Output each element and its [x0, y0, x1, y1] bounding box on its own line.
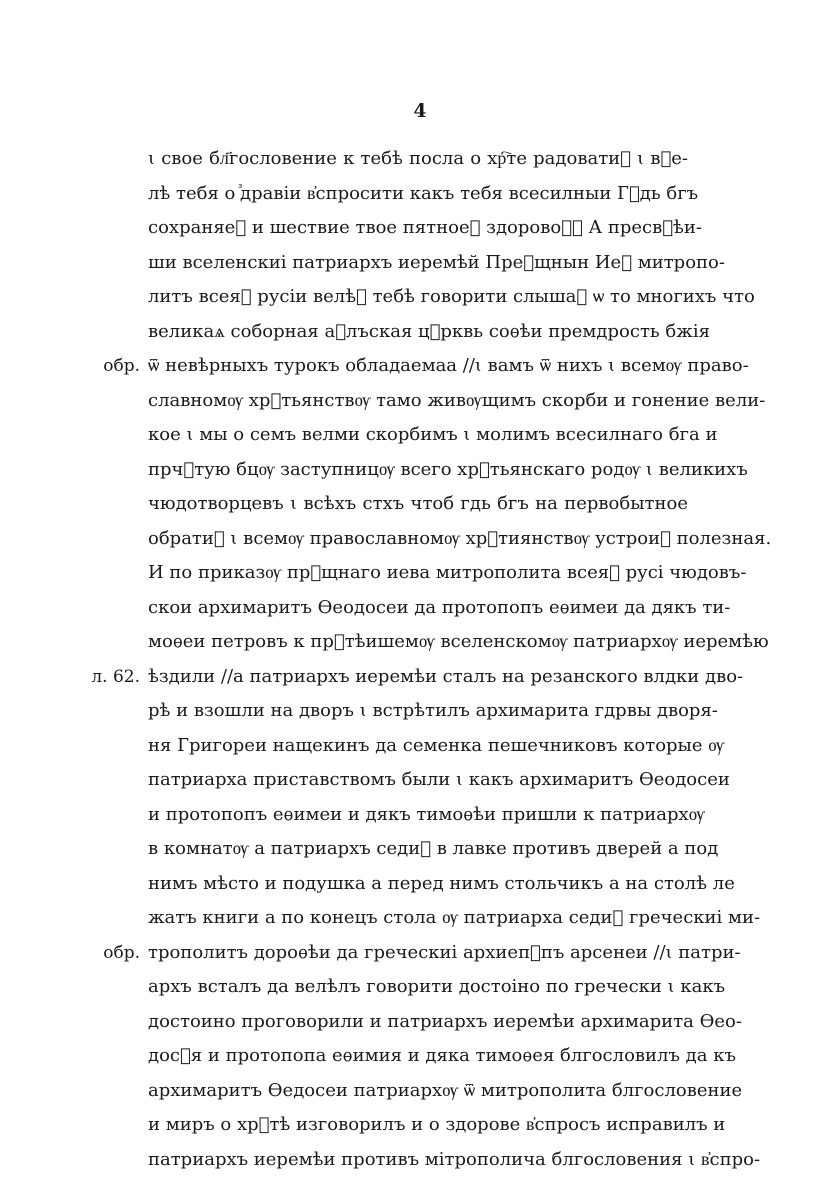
text-line	[0, 453, 840, 488]
text-line	[0, 867, 840, 902]
line-text: жатъ книги а по конецъ стола ѹ патриарха седиⷮ греческиі ми-	[148, 907, 761, 928]
text-line	[0, 280, 840, 315]
text-line	[0, 798, 840, 833]
line-text: ꙇ свое бл҃гословение к тебѣ посла о хр҇те радоватиⷭ ꙇ вⷭе-	[148, 148, 688, 169]
line-text: патриархъ иеремѣи противъ мiтрополича блгословения ꙇ в҆спро-	[148, 1148, 761, 1170]
line-text: архъ всталъ да велѣлъ говорити достоiно по гречески ꙇ какъ	[148, 976, 726, 997]
line-text: кое ꙇ мы о семъ велми скорбимъ ꙇ молимъ всесилнаго бга и	[148, 424, 718, 445]
text-line	[0, 211, 840, 246]
line-text: обратиⷮ ꙇ всемѹ православномѹ хрⷭтиянствѹ устроиⷧ полезная.	[148, 527, 772, 549]
line-text: архимаритъ Ѳедосеи патриархѹ ѿ митрополита блгословение	[148, 1079, 743, 1101]
line-text: достоино проговорили и патриархъ иеремѣи архимарита Ѳео-	[148, 1010, 742, 1032]
text-line	[0, 832, 840, 867]
line-text: И по приказѹ прⷭщнаго иева митрополита всеяⷬ русі чюдовъ-	[148, 562, 747, 583]
text-line	[0, 729, 840, 764]
line-text: литъ всеяⷬ русiи велѣⷧ тебѣ говорити слышаⷯ ѡ то многихъ что	[148, 286, 755, 307]
text-line	[0, 1143, 840, 1178]
page-number: 4	[413, 100, 427, 122]
line-text: и миръ о хрⷭтѣ изговорилъ и о здорове в҆спросъ исправилъ и	[148, 1114, 726, 1135]
line-text: досⷭя и протопопа еѳимия и дяка тимоѳея блгословилъ да къ	[148, 1045, 736, 1066]
text-line	[0, 177, 840, 212]
margin-note: обр.	[103, 942, 140, 963]
line-text: ня Григореи нащекинъ да семенка пешечниковъ которые ѹ	[148, 734, 725, 756]
line-text: рѣ и взошли на дворъ ꙇ встрѣтилъ архимарита гдрвы дворя-	[148, 700, 718, 721]
margin-note: л. 62.	[91, 666, 140, 687]
line-text: трополитъ дороѳѣи да греческиі архиепⷭпъ арсенеи //ꙇ патри-	[148, 941, 741, 963]
line-text: в комнатѹ а патриархъ седиⷮ в лавке противъ дверей а под	[148, 838, 719, 859]
line-text: и протопопъ еѳимеи и дякъ тимоѳѣи пришли к патриархѹ	[148, 803, 705, 825]
text-line	[0, 556, 840, 591]
line-text: сохраняеⷮ и шествие твое пятноеⷢ здоровоⷧⷪ А пресвⷮѣи-	[148, 217, 702, 238]
text-line	[0, 142, 840, 177]
text-line	[0, 418, 840, 453]
text-line	[0, 487, 840, 522]
line-text: ѿ невѣрныхъ турокъ обладаемаа //ꙇ вамъ ѿ нихъ ꙇ всемѹ право-	[148, 355, 749, 376]
line-text: ши вселенскиі патриархъ иеремѣй Преⷭщнын Иеⷡ митропо-	[148, 251, 725, 273]
text-line	[0, 936, 840, 971]
margin-note: обр.	[103, 356, 140, 376]
line-text: скои архимаритъ Ѳеодосеи да протопопъ еѳимеи да дякъ ти-	[148, 596, 731, 618]
text-line	[0, 1005, 840, 1040]
line-text: чюдотворцевъ ꙇ всѣхъ стхъ чтоб гдь бгъ на первобытное	[148, 493, 688, 514]
line-text: ѣздили //а патриархъ иеремѣи сталъ на резанского влдки дво-	[148, 665, 744, 687]
text-line	[0, 660, 840, 695]
line-text: лѣ тебя о ⷥдравiи в҆спросити какъ тебя всесилныи Гⷭдь бгъ	[148, 182, 699, 204]
text-line	[0, 625, 840, 660]
text-line	[0, 522, 840, 557]
text-line	[0, 591, 840, 626]
text-line	[0, 1108, 840, 1143]
text-body	[0, 142, 840, 1177]
line-text: славномѹ хрⷭтьянствѹ тамо живѹщимъ скорби и гонение вели-	[148, 389, 766, 411]
line-text: моѳеи петровъ к прⷭтѣишемѹ вселенскомѹ патриархѹ иеремѣю	[148, 631, 769, 652]
text-line	[0, 246, 840, 281]
text-line	[0, 349, 840, 384]
line-text: прчⷭтую бцѹ заступницѹ всего хрⷭтьянскаго родѹ ꙇ великихъ	[148, 458, 748, 480]
text-line	[0, 901, 840, 936]
text-line	[0, 694, 840, 729]
text-line	[0, 763, 840, 798]
text-line	[0, 970, 840, 1005]
text-line	[0, 315, 840, 350]
text-line	[0, 384, 840, 419]
line-text: патриарха приставствомъ были ꙇ какъ архимаритъ Ѳеодосеи	[148, 769, 730, 790]
line-text: великаѧ соборная аⷢлъская цⷬрквь соѳѣи премдрость бжiя	[148, 320, 710, 342]
line-text: нимъ мѣсто и подушка а перед нимъ стольчикъ а на столѣ ле	[148, 872, 735, 894]
text-line	[0, 1074, 840, 1109]
text-line	[0, 1039, 840, 1074]
